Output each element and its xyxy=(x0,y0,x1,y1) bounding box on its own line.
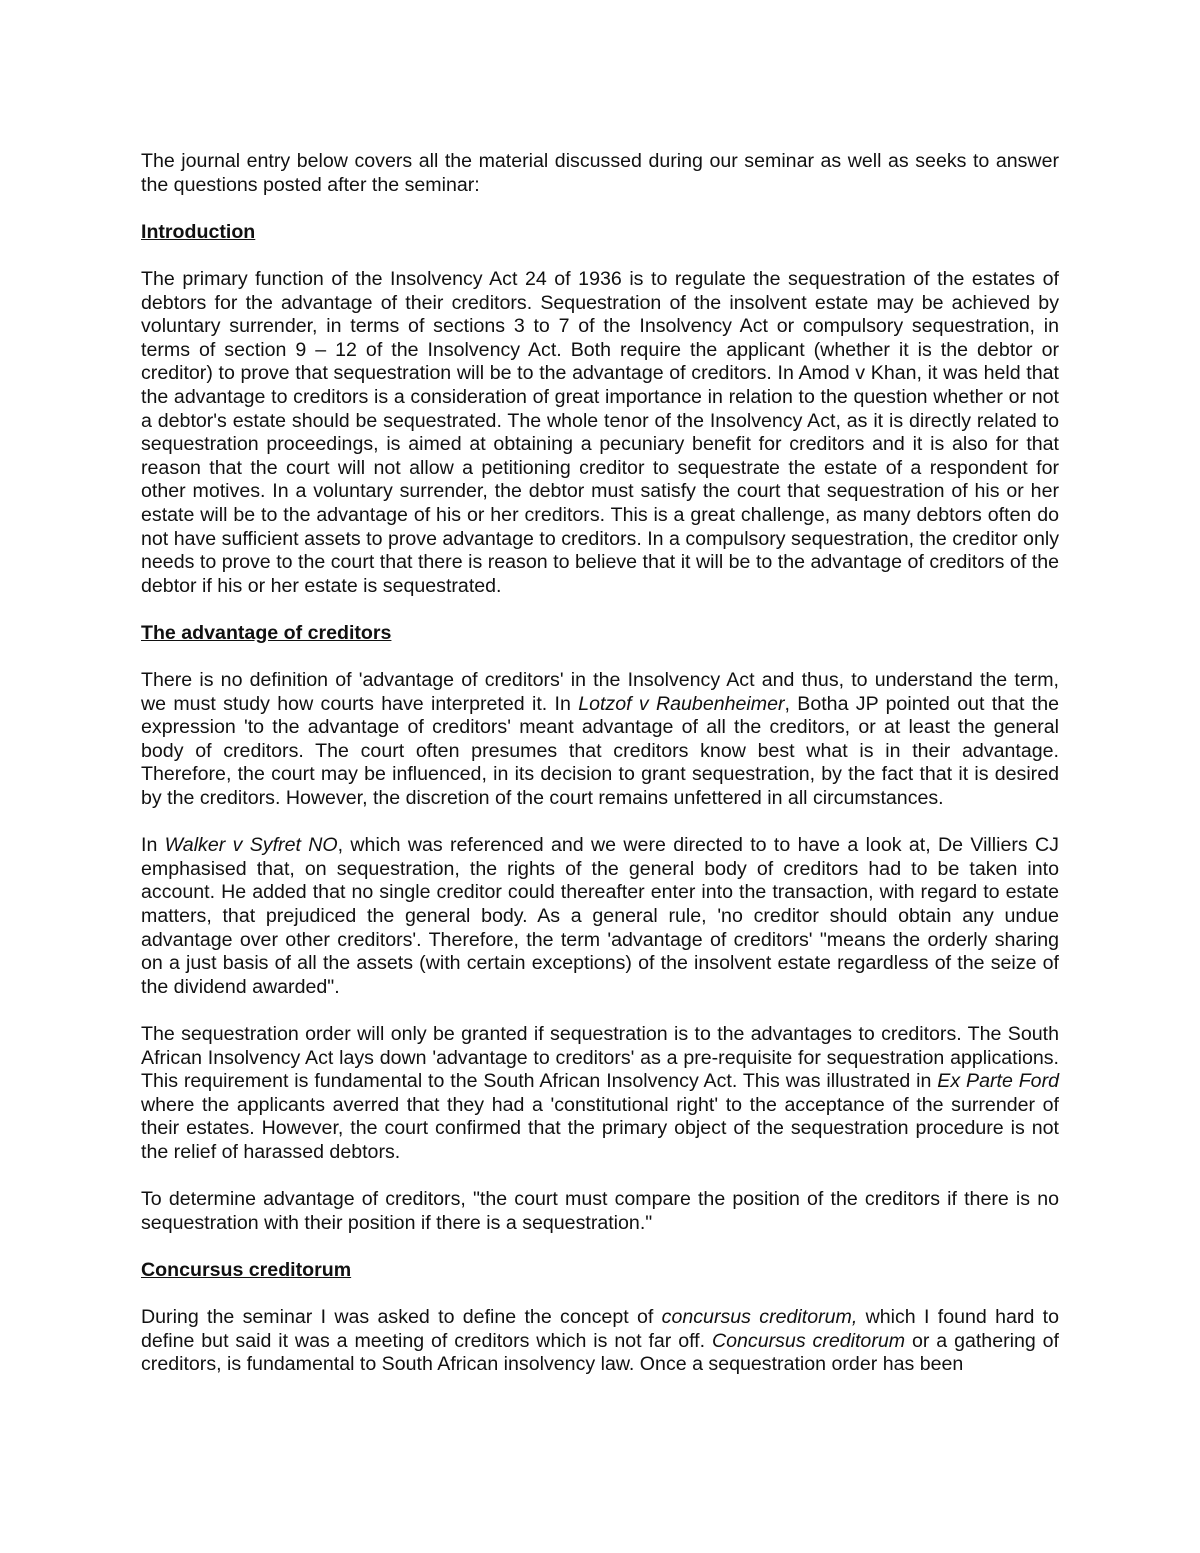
text-run: In xyxy=(141,834,165,857)
text-run: or a gathering of creditors, is fundamental to South African insolvency law. Once a sequestration order has been xyxy=(141,1329,1060,1376)
term-concursus-creditorum: concursus creditorum, xyxy=(661,1306,858,1329)
case-name-walker: Walker v Syfret NO xyxy=(164,834,338,857)
concursus-paragraph-1 xyxy=(141,1306,1059,1377)
term-concursus-creditorum: Concursus creditorum xyxy=(711,1329,906,1352)
advantage-paragraph-1 xyxy=(141,669,1059,811)
text-run: The sequestration order will only be granted if sequestration is to the advantages to creditors. The South African Insolvency Act lays down 'advantage to creditors' as a pre-requisite for sequestration applications. This requirement is fundamental to the South African Insolvency Act. This was illustrated in xyxy=(141,1022,1059,1093)
heading-introduction: Introduction xyxy=(141,220,256,243)
text-run: where the applicants averred that they had a 'constitutional right' to the acceptance of the surrender of their estates. However, the court confirmed that the primary object of the sequestration procedure is not the relief of harassed debtors. xyxy=(141,1093,1059,1163)
text-run: During the seminar I was asked to define the concept of xyxy=(141,1306,662,1329)
text-run: , which was referenced and we were directed to to have a look at, De Villiers CJ emphasised that, on sequestration, the rights of the general body of creditors had to be taken into account. He added that no single creditor could thereafter enter into the transaction, with regard to estate matters, that prejudiced the general body. As a general rule, 'no creditor should obtain any undue advantage over other creditors'. Therefore, the term 'advantage of creditors' "means the orderly sharing on a just basis of all the assets (with certain exceptions) of the insolvent estate regardless of the seize of the dividend awarded". xyxy=(141,834,1059,998)
text-run: which I found hard to define but said it was a meeting of creditors which is not far off. xyxy=(141,1306,1059,1352)
heading-concursus-creditorum: Concursus creditorum xyxy=(141,1258,352,1281)
advantage-paragraph-4: To determine advantage of creditors, "the court must compare the position of the creditors if there is no sequestration with their position if there is a sequestration." xyxy=(141,1188,1059,1234)
introduction-paragraph: The primary function of the Insolvency Act 24 of 1936 is to regulate the sequestration of the estates of debtors for the advantage of their creditors. Sequestration of the insolvent estate may be achieved by voluntary surrender, in terms of sections 3 to 7 of the Insolvency Act or compulsory sequestration, in terms of section 9 – 12 of the Insolvency Act. Both require the applicant (whether it is the debtor or creditor) to prove that sequestration will be to the advantage of creditors. In Amod v Khan, it was held that the advantage to creditors is a consideration of great importance in relation to the question whether or not a debtor's estate should be sequestrated. The whole tenor of the Insolvency Act, as it is directly related to sequestration proceedings, is aimed at obtaining a pecuniary benefit for creditors and it is also for that reason that the court will not allow a petitioning creditor to sequestrate the estate of a respondent for other motives. In a voluntary surrender, the debtor must satisfy the court that sequestration of his or her estate will be to the advantage of his or her creditors. This is a great challenge, as many debtors often do not have sufficient assets to prove advantage to creditors. In a compulsory sequestration, the creditor only needs to prove to the court that there is reason to believe that it will be to the advantage of creditors of the debtor if his or her estate is sequestrated. xyxy=(141,267,1059,597)
case-name-lotzof: Lotzof v Raubenheimer xyxy=(578,692,785,715)
text-run: There is no definition of 'advantage of creditors' in the Insolvency Act and thus, to understand the term, we must study how courts have interpreted it. In xyxy=(141,669,1059,715)
advantage-paragraph-3 xyxy=(141,1023,1059,1165)
text-run: , Botha JP pointed out that the expression 'to the advantage of creditors' meant advantage of all the creditors, or at least the general body of creditors. The court often presumes that creditors know best what is in their advantage. Therefore, the court may be influenced, in its decision to grant sequestration, by the fact that it is desired by the creditors. However, the discretion of the court remains unfettered in all circumstances. xyxy=(141,692,1059,810)
case-name-ex-parte-ford: Ex Parte Ford xyxy=(937,1070,1060,1093)
intro-paragraph: The journal entry below covers all the material discussed during our seminar as well as seeks to answer the questions posted after the seminar: xyxy=(141,150,1059,196)
heading-advantage-of-creditors: The advantage of creditors xyxy=(141,621,392,644)
advantage-paragraph-2 xyxy=(141,834,1059,999)
document-page xyxy=(141,150,1059,1400)
